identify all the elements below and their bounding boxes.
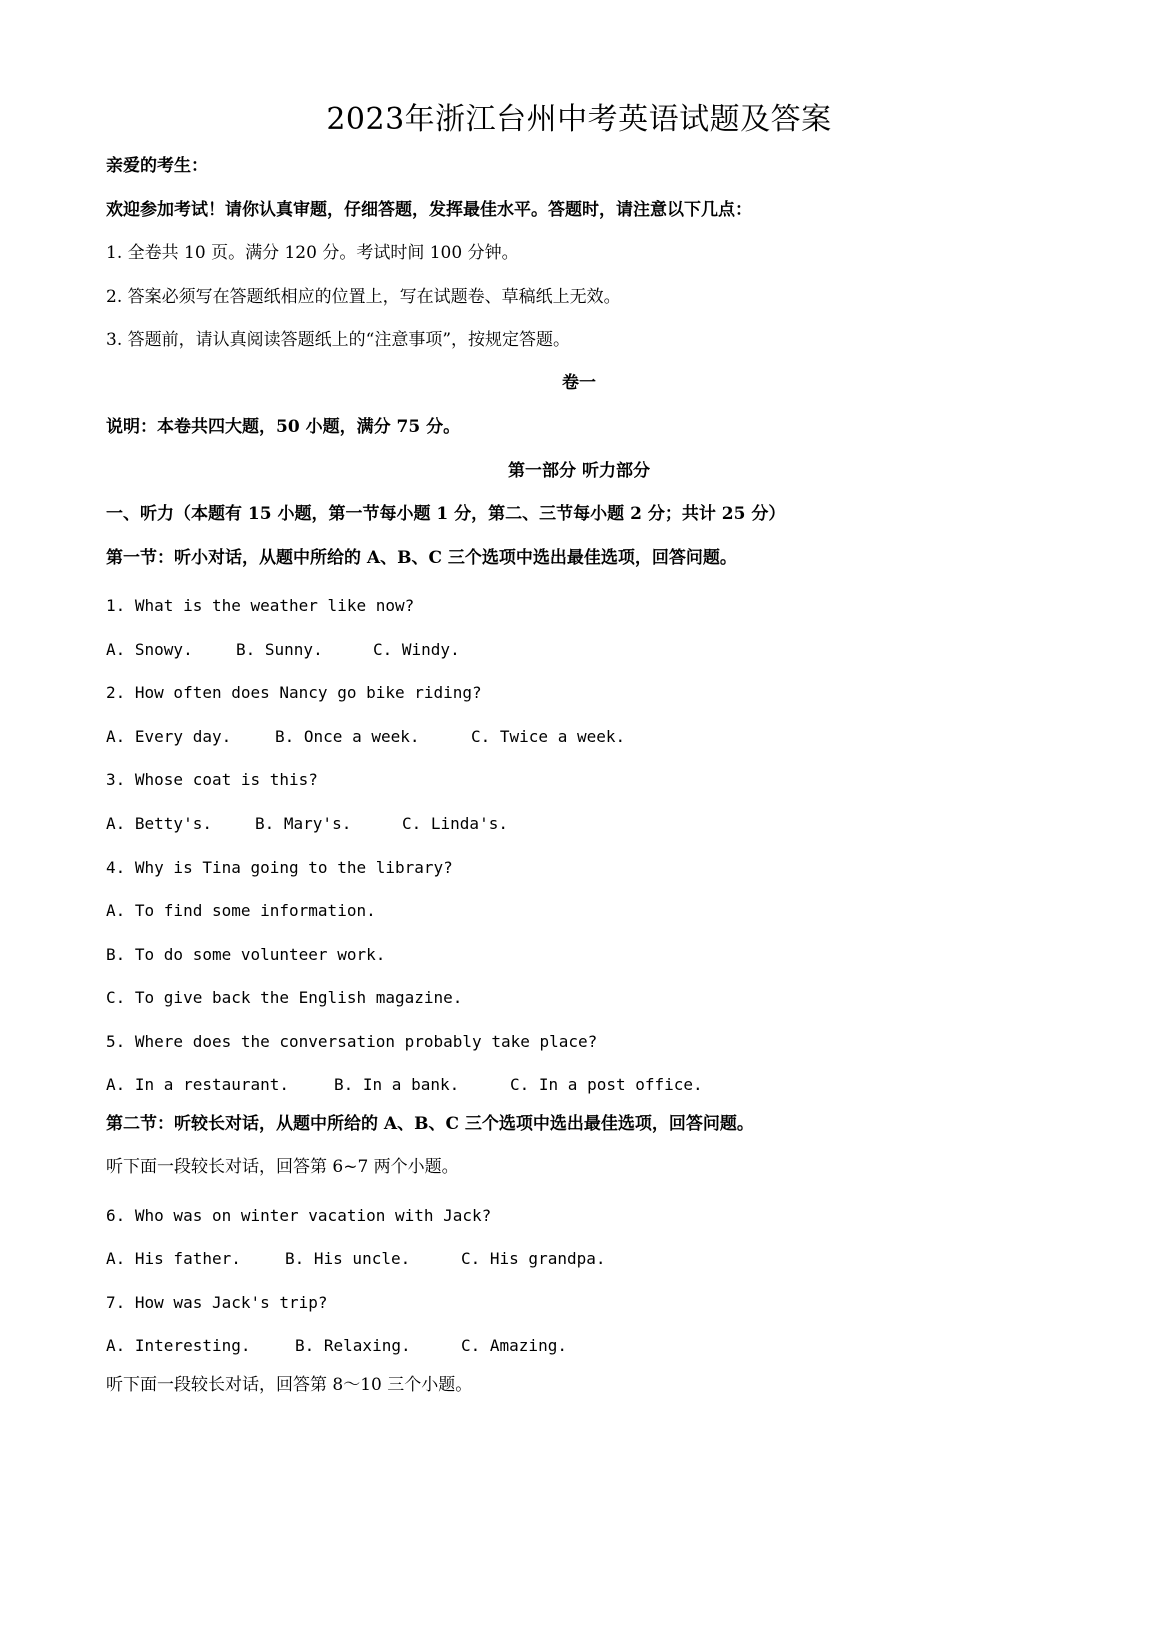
option-b: B. His uncle. [285,1249,411,1268]
volume-heading: 卷一 [562,373,596,393]
dialog-intro: 听下面一段较长对话，回答第 6~7 两个小题。 [106,1157,459,1177]
question-text: 4. Why is Tina going to the library? [106,858,453,877]
greeting: 亲爱的考生： [106,156,208,176]
note-item: 2. 答案必须写在答题纸相应的位置上，写在试题卷、草稿纸上无效。 [106,287,621,307]
question-text: 2. How often does Nancy go bike riding? [106,683,482,702]
question-text: 6. Who was on winter vacation with Jack? [106,1206,492,1225]
section-heading: 第一节：听小对话，从题中所给的 A、B、C 三个选项中选出最佳选项，回答问题。 [106,548,737,568]
question-text: 1. What is the weather like now? [106,596,415,615]
option-c: C. Windy. [373,640,460,659]
question-text: 5. Where does the conversation probably take place? [106,1032,598,1051]
listening-header: 一、听力（本题有 15 小题，第一节每小题 1 分，第二、三节每小题 2 分；共计 25 分） [106,504,786,524]
option-b: B. Mary's. [255,814,352,833]
section-heading: 第二节：听较长对话，从题中所给的 A、B、C 三个选项中选出最佳选项，回答问题。 [106,1114,754,1134]
option-c: C. Amazing. [461,1336,567,1355]
option-a: A. Betty's. [106,814,212,833]
option-c: C. His grandpa. [461,1249,606,1268]
option-a: A. His father. [106,1249,241,1268]
option-a: A. Every day. [106,727,232,746]
option-a: A. In a restaurant. [106,1075,290,1094]
option-c: C. Linda's. [402,814,508,833]
option-a: A. Interesting. [106,1336,251,1355]
question-text: 7. How was Jack's trip? [106,1293,328,1312]
option-a: A. To find some information. [106,901,376,920]
note-item: 3. 答题前，请认真阅读答题纸上的“注意事项”，按规定答题。 [106,330,571,350]
intro-text: 欢迎参加考试！请你认真审题，仔细答题，发挥最佳水平。答题时，请注意以下几点： [106,200,752,220]
page-title: 2023年浙江台州中考英语试题及答案 [326,102,832,137]
dialog-intro: 听下面一段较长对话，回答第 8～10 三个小题。 [106,1375,473,1395]
question-text: 3. Whose coat is this? [106,770,318,789]
option-c: C. Twice a week. [471,727,626,746]
volume-note: 说明：本卷共四大题，50 小题，满分 75 分。 [106,417,461,437]
option-c: C. To give back the English magazine. [106,988,463,1007]
part-heading: 第一部分 听力部分 [508,461,650,481]
option-a: A. Snowy. [106,640,193,659]
option-b: B. Once a week. [275,727,420,746]
option-b: B. Relaxing. [295,1336,411,1355]
option-c: C. In a post office. [510,1075,703,1094]
option-b: B. In a bank. [334,1075,460,1094]
option-b: B. To do some volunteer work. [106,945,386,964]
note-item: 1. 全卷共 10 页。满分 120 分。考试时间 100 分钟。 [106,243,519,263]
option-b: B. Sunny. [236,640,323,659]
